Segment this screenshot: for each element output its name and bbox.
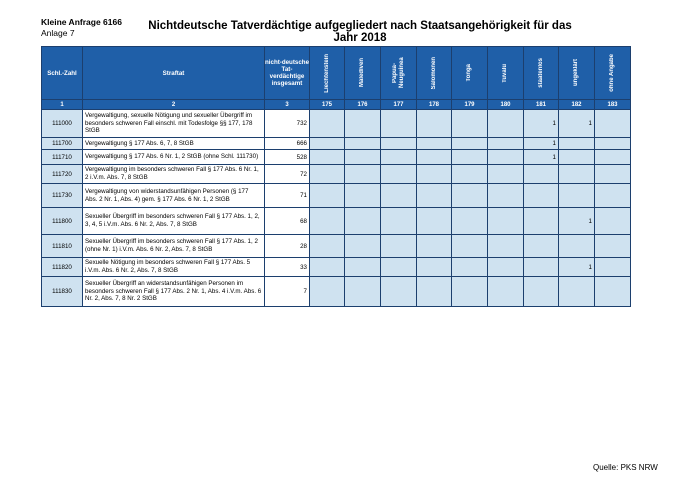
row-crime: Sexueller Übergriff an widerstandsunfähigen Personen im besonders schweren Fall § 177 Abs. 2 Nr. 1, Abs. 4 i.V.m. Abs. 6 Nr. 2, Abs. 7, 8 Nr. 2 StGB bbox=[83, 277, 265, 307]
table-row bbox=[42, 138, 631, 150]
column-header-code: Schl.-Zahl bbox=[42, 47, 83, 100]
column-header-country: Tonga bbox=[452, 47, 488, 100]
row-cell bbox=[524, 258, 559, 277]
row-cell bbox=[345, 110, 381, 138]
row-cell bbox=[417, 184, 452, 208]
row-cell bbox=[452, 150, 488, 165]
attachment-label: Anlage 7 bbox=[41, 28, 75, 38]
row-cell bbox=[417, 138, 452, 150]
row-cell bbox=[488, 208, 524, 235]
row-cell bbox=[381, 277, 417, 307]
row-cell bbox=[524, 277, 559, 307]
table-row bbox=[42, 165, 631, 184]
row-cell bbox=[345, 184, 381, 208]
row-total: 666 bbox=[265, 138, 310, 150]
row-total: 28 bbox=[265, 235, 310, 258]
row-cell bbox=[310, 208, 345, 235]
row-cell: 1 bbox=[559, 258, 595, 277]
row-cell bbox=[488, 235, 524, 258]
row-cell bbox=[595, 277, 631, 307]
table-row bbox=[42, 258, 631, 277]
row-cell bbox=[595, 184, 631, 208]
column-header-country: Malediven bbox=[345, 47, 381, 100]
row-cell bbox=[381, 258, 417, 277]
row-code: 111710 bbox=[42, 150, 83, 165]
row-cell bbox=[452, 235, 488, 258]
row-cell bbox=[310, 235, 345, 258]
row-cell bbox=[524, 208, 559, 235]
column-header-country: ungeklärt bbox=[559, 47, 595, 100]
row-cell bbox=[345, 165, 381, 184]
column-number: 177 bbox=[381, 100, 417, 110]
row-cell: 1 bbox=[524, 110, 559, 138]
row-cell bbox=[452, 208, 488, 235]
row-cell bbox=[345, 208, 381, 235]
column-header-country: Liechtenstein bbox=[310, 47, 345, 100]
row-cell bbox=[345, 235, 381, 258]
row-cell bbox=[310, 110, 345, 138]
title-text: Nichtdeutsche Tatverdächtige aufgegliedert nach Staatsangehörigkeit für das Jahr 2018 bbox=[148, 20, 572, 44]
row-cell bbox=[381, 165, 417, 184]
row-cell bbox=[524, 165, 559, 184]
table-row bbox=[42, 110, 631, 138]
row-cell bbox=[559, 184, 595, 208]
row-cell bbox=[417, 258, 452, 277]
row-cell bbox=[417, 235, 452, 258]
row-crime: Vergewaltigung § 177 Abs. 6, 7, 8 StGB bbox=[83, 138, 265, 150]
column-number: 2 bbox=[83, 100, 265, 110]
row-cell bbox=[381, 235, 417, 258]
row-cell bbox=[488, 138, 524, 150]
row-cell bbox=[381, 184, 417, 208]
column-header-country: staatenlos bbox=[524, 47, 559, 100]
column-number: 175 bbox=[310, 100, 345, 110]
row-cell: 1 bbox=[524, 138, 559, 150]
row-code: 111830 bbox=[42, 277, 83, 307]
row-cell bbox=[452, 184, 488, 208]
row-cell bbox=[381, 208, 417, 235]
row-cell bbox=[310, 277, 345, 307]
column-number: 181 bbox=[524, 100, 559, 110]
row-total: 68 bbox=[265, 208, 310, 235]
row-cell bbox=[452, 138, 488, 150]
row-cell bbox=[452, 110, 488, 138]
row-code: 111000 bbox=[42, 110, 83, 138]
column-number: 3 bbox=[265, 100, 310, 110]
row-cell bbox=[488, 110, 524, 138]
row-code: 111730 bbox=[42, 184, 83, 208]
row-code: 111810 bbox=[42, 235, 83, 258]
row-cell bbox=[310, 150, 345, 165]
row-cell: 1 bbox=[524, 150, 559, 165]
table-row bbox=[42, 208, 631, 235]
row-cell bbox=[595, 110, 631, 138]
row-total: 7 bbox=[265, 277, 310, 307]
table-row bbox=[42, 277, 631, 307]
row-cell bbox=[310, 258, 345, 277]
row-code: 111700 bbox=[42, 138, 83, 150]
row-cell bbox=[595, 138, 631, 150]
source-note: Quelle: PKS NRW bbox=[593, 463, 658, 472]
statistics-table bbox=[41, 46, 631, 307]
column-header-country: Salomonen bbox=[417, 47, 452, 100]
row-cell bbox=[417, 165, 452, 184]
row-cell bbox=[310, 138, 345, 150]
row-code: 111720 bbox=[42, 165, 83, 184]
row-cell bbox=[381, 138, 417, 150]
row-cell bbox=[345, 138, 381, 150]
column-header-crime: Straftat bbox=[83, 47, 265, 100]
row-cell bbox=[417, 110, 452, 138]
column-header-total: nicht-deutsche Tat-verdächtige insgesamt bbox=[265, 47, 310, 100]
row-cell bbox=[524, 235, 559, 258]
row-code: 111820 bbox=[42, 258, 83, 277]
column-header-country: Tuvalu bbox=[488, 47, 524, 100]
row-cell bbox=[417, 208, 452, 235]
table-row bbox=[42, 184, 631, 208]
row-cell bbox=[345, 258, 381, 277]
column-number: 182 bbox=[559, 100, 595, 110]
row-cell bbox=[595, 150, 631, 165]
row-crime: Vergewaltigung von widerstandsunfähigen Personen (§ 177 Abs. 2 Nr. 1, Abs. 4) gem. § 177 Abs. 6 Nr. 1, 2 StGB bbox=[83, 184, 265, 208]
row-cell bbox=[452, 165, 488, 184]
column-number: 183 bbox=[595, 100, 631, 110]
row-cell bbox=[381, 150, 417, 165]
row-crime: Sexueller Übergriff im besonders schweren Fall § 177 Abs. 1, 2 (ohne Nr. 1) i.V.m. Abs. 6 Nr. 2, Abs. 7, 8 StGB bbox=[83, 235, 265, 258]
row-cell bbox=[488, 258, 524, 277]
row-cell bbox=[559, 235, 595, 258]
row-cell bbox=[524, 184, 559, 208]
row-cell bbox=[310, 165, 345, 184]
row-cell bbox=[381, 110, 417, 138]
row-cell bbox=[417, 277, 452, 307]
row-cell bbox=[488, 165, 524, 184]
table-row bbox=[42, 150, 631, 165]
row-total: 528 bbox=[265, 150, 310, 165]
row-crime: Vergewaltigung § 177 Abs. 6 Nr. 1, 2 StGB (ohne Schl. 111730) bbox=[83, 150, 265, 165]
row-crime: Vergewaltigung im besonders schweren Fall § 177 Abs. 6 Nr. 1, 2 i.V.m. Abs. 7, 8 StGB bbox=[83, 165, 265, 184]
row-cell bbox=[595, 165, 631, 184]
row-total: 72 bbox=[265, 165, 310, 184]
table-row bbox=[42, 235, 631, 258]
row-crime: Sexueller Übergriff im besonders schweren Fall § 177 Abs. 1, 2, 3, 4, 5 i.V.m. Abs. 6 Nr. 2, Abs. 7, 8 StGB bbox=[83, 208, 265, 235]
row-cell: 1 bbox=[559, 208, 595, 235]
row-cell bbox=[559, 277, 595, 307]
column-number: 176 bbox=[345, 100, 381, 110]
row-cell bbox=[417, 150, 452, 165]
row-cell bbox=[595, 235, 631, 258]
row-cell bbox=[345, 150, 381, 165]
row-total: 732 bbox=[265, 110, 310, 138]
row-total: 71 bbox=[265, 184, 310, 208]
row-cell bbox=[595, 258, 631, 277]
header-row bbox=[42, 47, 631, 100]
row-cell bbox=[488, 277, 524, 307]
column-number: 179 bbox=[452, 100, 488, 110]
row-cell bbox=[488, 184, 524, 208]
table-body bbox=[42, 110, 631, 307]
column-number-row bbox=[42, 100, 631, 110]
row-cell bbox=[345, 277, 381, 307]
row-cell bbox=[452, 258, 488, 277]
row-cell bbox=[559, 150, 595, 165]
column-number: 180 bbox=[488, 100, 524, 110]
row-total: 33 bbox=[265, 258, 310, 277]
row-cell: 1 bbox=[559, 110, 595, 138]
row-cell bbox=[595, 208, 631, 235]
column-header-country: Papua-Neuguinea bbox=[381, 47, 417, 100]
inquiry-label: Kleine Anfrage 6166 bbox=[41, 17, 122, 27]
column-number: 178 bbox=[417, 100, 452, 110]
row-cell bbox=[559, 165, 595, 184]
column-number: 1 bbox=[42, 100, 83, 110]
row-code: 111800 bbox=[42, 208, 83, 235]
column-header-country: ohne Angabe bbox=[595, 47, 631, 100]
row-cell bbox=[452, 277, 488, 307]
row-cell bbox=[310, 184, 345, 208]
row-crime: Sexuelle Nötigung im besonders schweren Fall § 177 Abs. 5 i.V.m. Abs. 6 Nr. 2, Abs. 7, 8 StGB bbox=[83, 258, 265, 277]
row-cell bbox=[559, 138, 595, 150]
row-crime: Vergewaltigung, sexuelle Nötigung und sexueller Übergriff im besonders schweren Fall einschl. mit Todesfolge §§ 177, 178 StGB bbox=[83, 110, 265, 138]
document-header-left bbox=[41, 17, 122, 39]
row-cell bbox=[488, 150, 524, 165]
